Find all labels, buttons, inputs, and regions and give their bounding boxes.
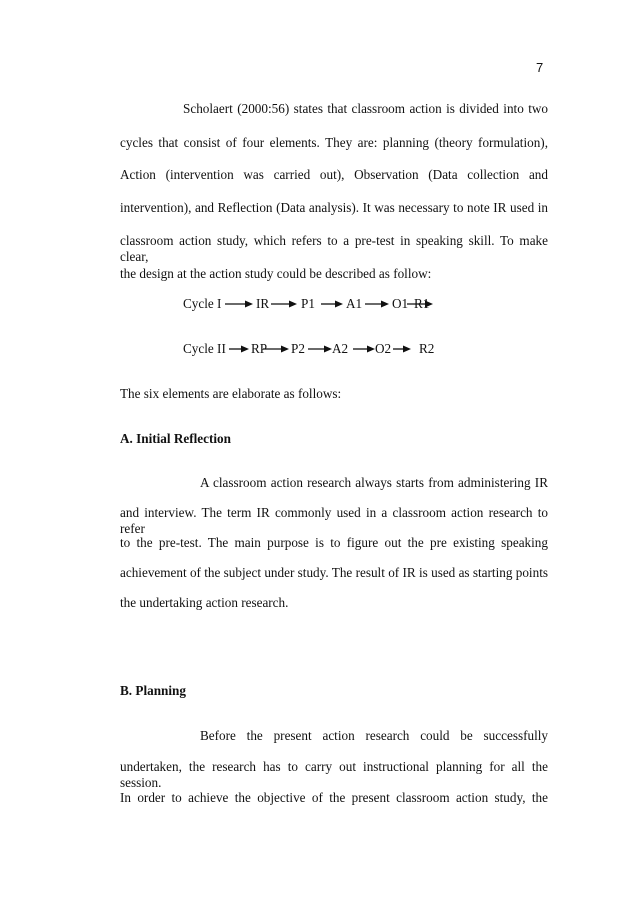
cycle-label: Cycle I (183, 296, 222, 311)
paragraph-line: to the pre-test. The main purpose is to figure out the pre existing speaking (120, 535, 548, 550)
paragraph-line: classroom action study, which refers to a pre-test in speaking skill. To make clear, (120, 233, 548, 264)
paragraph-line: and interview. The term IR commonly used in a classroom action research to refer (120, 505, 548, 536)
intro-line: The six elements are elaborate as follows: (120, 386, 342, 401)
cycle-step: A2 (332, 341, 349, 356)
paragraph-line: Scholaert (2000:56) states that classroom action is divided into two (183, 101, 548, 116)
paragraph-line: cycles that consist of four elements. They are: planning (theory formulation), (120, 135, 548, 150)
paragraph-line: A classroom action research always starts from administering IR (200, 475, 548, 490)
paragraph-line: Action (intervention was carried out), Observation (Data collection and (120, 167, 548, 182)
right-arrow-icon (321, 296, 343, 312)
cycle-step: IR (256, 296, 270, 311)
cycle-step: R2 (419, 341, 435, 356)
section-b-heading: B. Planning (120, 683, 186, 698)
cycle-step: O1 (392, 296, 409, 311)
paragraph-line: intervention), and Reflection (Data analysis). It was necessary to note IR used in (120, 200, 548, 215)
cycle-step: P2 (291, 341, 305, 356)
cycle-step: RP (251, 341, 268, 356)
paragraph-line: achievement of the subject under study. The result of IR is used as starting points (120, 565, 548, 580)
right-arrow-icon (263, 341, 289, 357)
cycle-label: Cycle II (183, 341, 226, 356)
section-a-heading: A. Initial Reflection (120, 431, 231, 446)
paragraph-line: the design at the action study could be described as follow: (120, 266, 432, 281)
right-arrow-icon (393, 341, 411, 357)
cycle-step: R1 (414, 296, 430, 311)
right-arrow-icon (308, 341, 332, 357)
right-arrow-icon (271, 296, 297, 312)
cycle-step: A1 (346, 296, 363, 311)
right-arrow-icon (229, 341, 249, 357)
right-arrow-icon (365, 296, 389, 312)
cycle-step: O2 (375, 341, 392, 356)
right-arrow-icon (225, 296, 253, 312)
right-arrow-icon (353, 341, 375, 357)
paragraph-line: undertaken, the research has to carry out instructional planning for all the session. (120, 759, 548, 790)
paragraph-line: Before the present action research could be successfully (200, 728, 548, 743)
paragraph-line: In order to achieve the objective of the present classroom action study, the (120, 790, 548, 805)
page-number: 7 (536, 60, 544, 75)
paragraph-line: the undertaking action research. (120, 595, 289, 610)
cycle-step: P1 (301, 296, 315, 311)
